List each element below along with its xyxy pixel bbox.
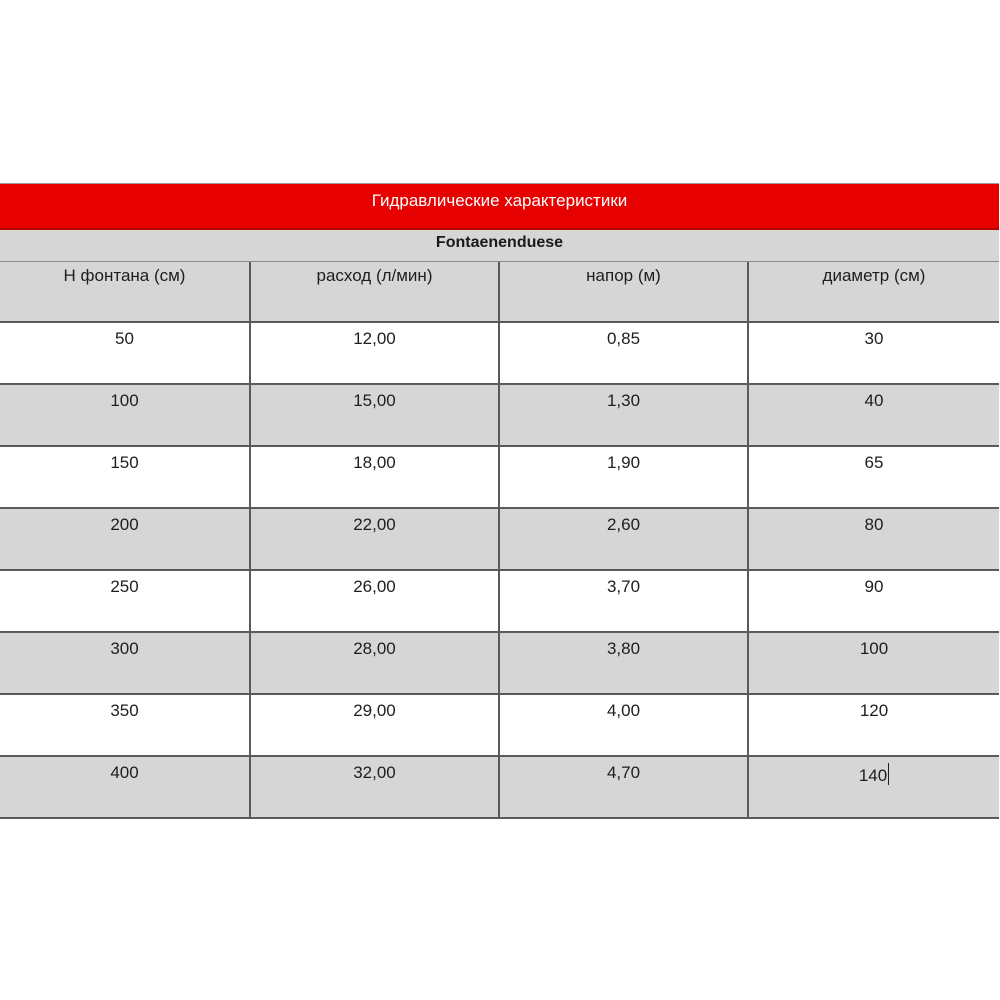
cell-diameter: 100: [748, 632, 999, 694]
table-row: [0, 322, 999, 384]
table-title: Гидравлические характеристики: [0, 184, 999, 230]
cell-pressure: 2,60: [499, 508, 748, 570]
cell-height: 400: [0, 756, 250, 818]
table-row: [0, 756, 999, 818]
cell-pressure: 4,70: [499, 756, 748, 818]
cell-flow: 22,00: [250, 508, 499, 570]
cell-flow: 12,00: [250, 322, 499, 384]
cell-pressure: 4,00: [499, 694, 748, 756]
cell-pressure: 3,70: [499, 570, 748, 632]
cell-height: 150: [0, 446, 250, 508]
cell-pressure: 1,90: [499, 446, 748, 508]
cell-diameter: 40: [748, 384, 999, 446]
hydraulic-table: [0, 183, 999, 819]
table-row: [0, 632, 999, 694]
cell-pressure: 0,85: [499, 322, 748, 384]
cell-flow: 29,00: [250, 694, 499, 756]
cell-height: 350: [0, 694, 250, 756]
cell-diameter-value: 140: [858, 766, 888, 785]
cell-diameter: 90: [748, 570, 999, 632]
header-diameter: диаметр (см): [748, 262, 999, 322]
cell-flow: 32,00: [250, 756, 499, 818]
cell-height: 200: [0, 508, 250, 570]
cell-diameter: 65: [748, 446, 999, 508]
table-subtitle: Fontaenenduese: [0, 230, 999, 262]
table-row: [0, 384, 999, 446]
table-row: [0, 508, 999, 570]
cell-height: 100: [0, 384, 250, 446]
data-table: [0, 262, 999, 819]
table-row: [0, 446, 999, 508]
header-height: H фонтана (см): [0, 262, 250, 322]
cell-pressure: 3,80: [499, 632, 748, 694]
table-row: [0, 694, 999, 756]
header-pressure: напор (м): [499, 262, 748, 322]
header-row: [0, 262, 999, 322]
cell-diameter: 30: [748, 322, 999, 384]
cell-height: 250: [0, 570, 250, 632]
cell-diameter: 80: [748, 508, 999, 570]
cell-height: 50: [0, 322, 250, 384]
cell-flow: 15,00: [250, 384, 499, 446]
cell-diameter: 120: [748, 694, 999, 756]
cell-flow: 28,00: [250, 632, 499, 694]
cell-pressure: 1,30: [499, 384, 748, 446]
cell-flow: 26,00: [250, 570, 499, 632]
cell-height: 300: [0, 632, 250, 694]
text-cursor: [888, 763, 889, 785]
cell-flow: 18,00: [250, 446, 499, 508]
header-flow: расход (л/мин): [250, 262, 499, 322]
table-row: [0, 570, 999, 632]
cell-diameter-editing[interactable]: [748, 756, 999, 818]
